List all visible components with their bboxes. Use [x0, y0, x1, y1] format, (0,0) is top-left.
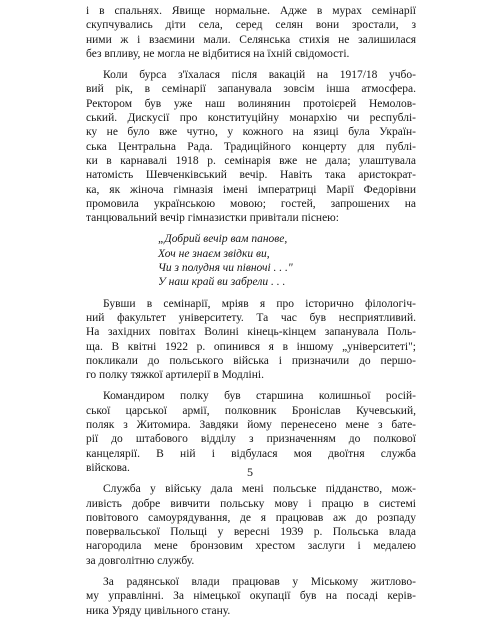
text-line: На західних повітах Волині кінець-кінцем запанувала Поль- — [86, 326, 416, 339]
poem-quote — [158, 232, 416, 289]
paragraph-2 — [86, 68, 416, 225]
text-line: вий рік, в семінарії запанувала зовсім інша атмосфера. — [86, 83, 416, 96]
text-line: танцювальний вечір гімназистки привітали піснею: — [86, 212, 339, 225]
text-line: Коли бурса з'їхалася після вакацій на 1917/18 учбо- — [103, 69, 416, 82]
text-line: ська Центральна Рада. Традиційного концерту для публі- — [86, 140, 416, 153]
text-line: покликали до польського війська і призначили до першо- — [86, 354, 416, 367]
text-line: ний факультет університету. Та час був несприятливий. — [86, 311, 416, 324]
text-line: за довголітню службу. — [86, 554, 195, 567]
text-line: ка, як жіноча гімназія імені імператриці Марії Федорівни — [86, 183, 416, 196]
poem-line: Хоч не знаєм звідки ви, — [158, 247, 270, 260]
poem-line: У наш край ви забрели . . . — [158, 276, 286, 289]
poem-line: Чи з полудня чи півночі . . ." — [158, 262, 293, 275]
paragraph-3 — [86, 297, 416, 383]
text-line: Командиром полку був старшина колишньої росій- — [103, 390, 416, 403]
page-number: 5 — [247, 465, 253, 479]
text-line: ника Уряду цивільного стану. — [86, 604, 231, 617]
paragraph-4 — [86, 389, 416, 475]
paragraph-1 — [86, 4, 416, 61]
text-line: ливість добре вивчити польську мову і працю в системі — [86, 497, 416, 510]
text-line: ними ж і взаємини мали. Селянська стихія не залишилася — [86, 33, 416, 46]
text-column — [86, 4, 416, 625]
text-line: ки в карнавалі 1918 р. семінарія вже не дала; улаштувала — [86, 154, 416, 167]
text-line: без впливу, не могла не відбитися на їхній свідомості. — [86, 47, 350, 60]
text-line: му управлінні. За німецької окупації був на посаді керів- — [86, 590, 416, 603]
text-line: го полку тяжкої артилерії в Модліні. — [86, 369, 264, 382]
paragraph-5 — [86, 482, 416, 568]
text-line: рії до штабового відділу з призначенням до полкової — [86, 433, 416, 446]
text-line: Служба у війську дала мені польське підданство, мож- — [103, 483, 416, 496]
text-line: промовила українською мовою; гостей, запрошених на — [86, 197, 416, 210]
text-line: повервальської Польщі у вересні 1939 р. Польська влада — [86, 526, 416, 539]
text-line: війскова. — [86, 461, 130, 474]
text-line: Ректором був уже наш волинянин протоієрей Немолов- — [86, 97, 416, 110]
text-line: і в спальнях. Явище нормальне. Адже в мурах семінарії — [86, 5, 416, 17]
text-line: поляк з Житомира. Завдяки йому перенесено мене з бате- — [86, 419, 416, 432]
text-line: Бувши в семінарії, мріяв я про історично філологіч- — [103, 297, 416, 310]
text-line: ський. Дискусії про конституційну монархію чи республі- — [86, 112, 416, 125]
text-line: За радянської влади працював у Міському житлово- — [103, 575, 416, 588]
text-line: ку не було вже чутно, у кожного на язиці була Україн- — [86, 126, 416, 139]
text-line: ща. В квітні 1922 р. опинився я в іншому „університеті"; — [86, 340, 416, 353]
text-line: натомість Шевченківський вечір. Навіть така аристократ- — [86, 169, 416, 182]
paragraph-6 — [86, 575, 416, 618]
text-line: канцелярії. В ній і відбулася моя двоїтня служба — [86, 447, 416, 460]
text-line: нагородила мене бронзовим хрестом заслуги і медалею — [86, 540, 416, 553]
text-line: повітового самоурядування, де я працював аж до розпаду — [86, 511, 416, 524]
poem-line: „Добрий вечір вам панове, — [158, 233, 288, 246]
text-line: ської царської армії, полковник Броніслав Кучевський, — [86, 404, 416, 417]
text-line: скупчувались діти села, серед селян вони зростали, з — [86, 19, 416, 32]
